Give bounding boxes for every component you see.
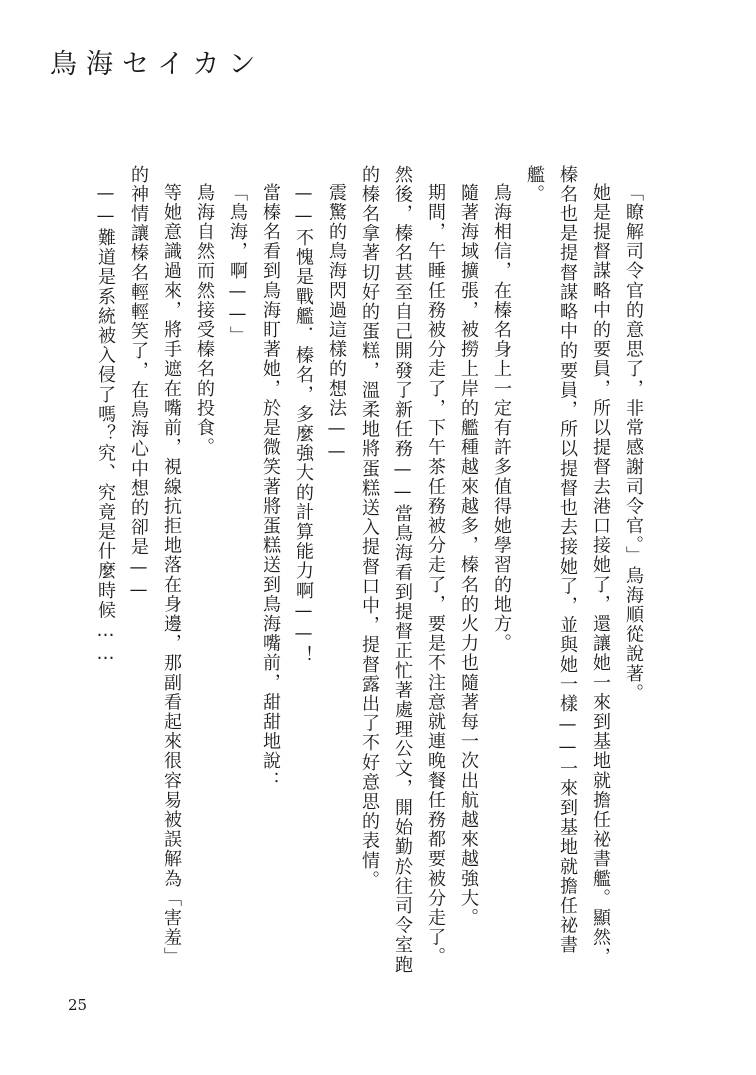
paragraph: 鳥海相信，在榛名身上一定有許多值得她學習的地方。 <box>491 183 512 654</box>
paragraph: ——不愧是戰艦．榛名，多麼強大的計算能力啊——！ <box>293 183 314 666</box>
paragraph: 震驚的鳥海閃過這樣的想法—— <box>326 183 347 464</box>
paragraph: 等她意識過來，將手遮在嘴前，視線抗拒地落在身邊，那副看起來很容易被誤解為「害羞」的神情讓榛名輕輕笑了，在鳥海心中想的卻是—— <box>128 165 182 967</box>
vertical-text-body <box>90 165 650 985</box>
paragraph: 期間，午睡任務被分走了，下午茶任務被分走了，要是不注意就連晚餐任務都要被分走了。然後，榛名甚至自己開發了新任務——當鳥海看到提督正忙著處理公文，開始勤於往司令室跑的榛名拿著切好的蛋糕，溫柔地將蛋糕送入提督口中，提督露出了不好意思的表情。 <box>359 165 446 975</box>
paragraph: 隨著海域擴張，被撈上岸的艦種越來越多，榛名的火力也隨著每一次出航越來越強大。 <box>458 183 479 928</box>
paragraph: 「瞭解司令官的意思了，非常感謝司令官。」鳥海順從說著。 <box>623 183 644 704</box>
paragraph: 「鳥海，啊——」 <box>227 183 248 346</box>
paragraph: 她是提督謀略中的要員，所以提督去港口接她了，還讓她一來到基地就擔任祕書艦。顯然，榛名也是提督謀略中的要員，所以提督也去接她了，並與她一樣——一來到基地就擔任祕書艦。 <box>524 165 611 967</box>
page-number: 25 <box>68 996 88 1014</box>
running-header-title: 鳥海セイカン <box>50 49 265 80</box>
paragraph: 鳥海自然而然接受榛名的投食。 <box>194 183 215 458</box>
paragraph: 當榛名看到鳥海盯著她，於是微笑著將蛋糕送到鳥海嘴前，甜甜地說： <box>260 183 281 791</box>
paragraph: ——難道是系統被入侵了嗎？究、究竟是什麼時候…… <box>95 183 116 666</box>
